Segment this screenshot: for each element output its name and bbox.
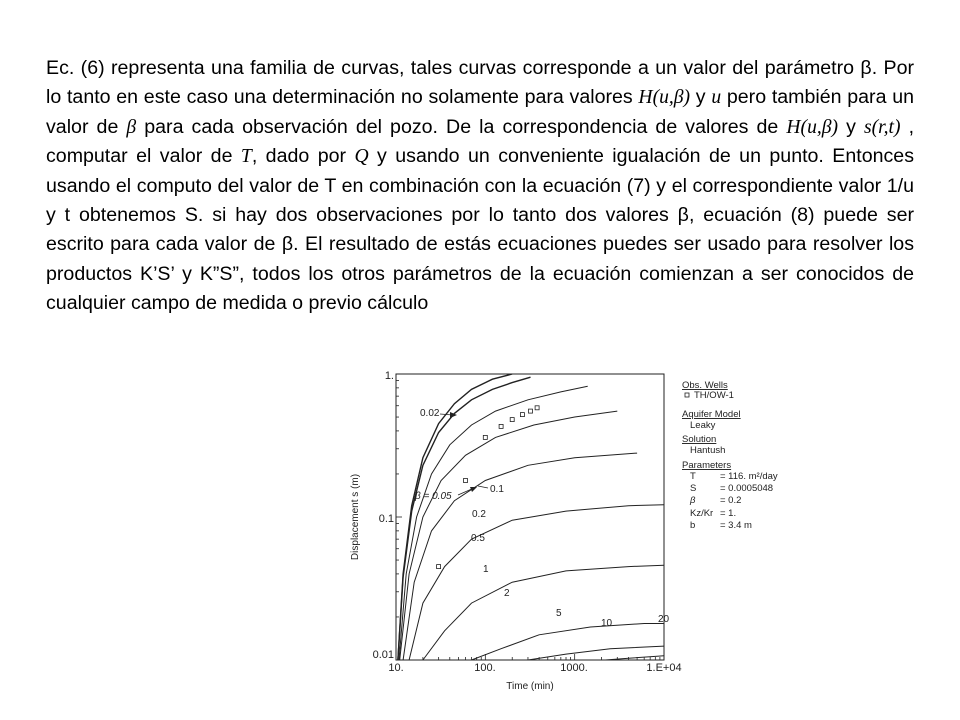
text-run: pero también para un valor de bbox=[46, 86, 914, 138]
type-curve-line bbox=[528, 646, 664, 660]
param-name: T bbox=[690, 471, 696, 482]
type-curve-line bbox=[400, 411, 618, 660]
legend-solution: Hantush bbox=[690, 445, 726, 456]
legend-params-title: Parameters bbox=[682, 460, 732, 471]
text-run: , computar el valor de bbox=[46, 115, 915, 168]
legend-solution-title: Solution bbox=[682, 434, 717, 445]
y-axis-label: Displacement s (m) bbox=[350, 473, 361, 561]
curve-label-5: 5 bbox=[556, 608, 562, 619]
param-value: = 0.2 bbox=[720, 495, 742, 506]
body-paragraph bbox=[46, 54, 914, 319]
math-u: u bbox=[711, 87, 722, 109]
param-value: = 116. m²/day bbox=[720, 471, 778, 482]
type-curve-chart bbox=[328, 360, 778, 700]
observation-point bbox=[520, 413, 524, 417]
y-tick-label: 1. bbox=[384, 370, 394, 382]
type-curve-line bbox=[398, 374, 512, 660]
param-name: β bbox=[690, 495, 696, 506]
type-curve-line bbox=[409, 505, 664, 660]
curve-label-1: 1 bbox=[483, 564, 489, 575]
math-h-u-beta: H(u,β) bbox=[638, 87, 691, 109]
text-run: y bbox=[690, 86, 712, 109]
param-name: Kz/Kr bbox=[690, 508, 714, 519]
curve-label-10: 10 bbox=[601, 618, 613, 629]
text-run: y bbox=[838, 115, 865, 138]
observation-point bbox=[464, 479, 468, 483]
legend-aquifer-title: Aquifer Model bbox=[682, 409, 741, 420]
param-name: S bbox=[690, 483, 697, 494]
text-run: para cada observación del pozo. De la correspondencia de valores de bbox=[136, 115, 787, 138]
curve-label-20: 20 bbox=[658, 614, 670, 625]
text-run: y usando un conveniente igualación de un punto. Entonces usando el computo del valor de T en combinación con la ecuación (7) y el correspondiente valor 1/u y t obtenemos S. si hay dos observaciones por lo tanto dos valores β, ecuación (8) puede ser escrito para cada valor de β. El resultado de estás ecuaciones puedes ser usado para resolver los productos K’S’ y K”S”, todos los otros parámetros de la ecuación comienzan a ser conocidos de cualquier campo de medida o previo cálculo bbox=[46, 145, 914, 315]
x-tick-label: 10. bbox=[388, 662, 404, 674]
type-curve-line bbox=[423, 565, 664, 660]
observation-point bbox=[483, 435, 487, 439]
observation-point bbox=[437, 565, 441, 569]
text-run: Ec. (6) representa una familia de curvas, tales curvas corresponde a un valor del parámetro β. Por lo tanto en este caso una determinación no solamente para valores bbox=[46, 57, 914, 109]
x-tick-label: 1000. bbox=[560, 662, 588, 674]
y-tick-label: 0.1 bbox=[378, 513, 394, 525]
curve-label-0-5: 0.5 bbox=[471, 533, 485, 544]
observation-point bbox=[529, 409, 533, 413]
math-beta: β bbox=[126, 116, 137, 138]
param-name: b bbox=[690, 520, 696, 531]
observation-point bbox=[499, 424, 503, 428]
param-value: = 3.4 m bbox=[720, 520, 752, 531]
type-curve-line bbox=[472, 624, 665, 661]
math-s-r-t: s(r,t) bbox=[864, 116, 901, 138]
x-tick-label: 1.E+04 bbox=[646, 662, 682, 674]
math-h-u-beta: H(u,β) bbox=[786, 116, 839, 138]
legend-aquifer: Leaky bbox=[690, 420, 716, 431]
text-run: , dado por bbox=[251, 145, 355, 168]
curve-label-0-1: 0.1 bbox=[490, 484, 504, 495]
math-q: Q bbox=[354, 146, 369, 168]
beta-label: β = 0.05 bbox=[415, 491, 452, 502]
obs-marker-icon bbox=[685, 393, 689, 397]
observation-point bbox=[510, 418, 514, 422]
legend-obs-well: TH/OW-1 bbox=[694, 390, 734, 401]
math-t: T bbox=[240, 146, 252, 168]
curve-label-0-02: 0.02 bbox=[420, 408, 440, 419]
legend bbox=[682, 380, 778, 531]
curve-label-2: 2 bbox=[504, 588, 510, 599]
y-tick-label: 0.01 bbox=[372, 649, 394, 661]
type-curve-figure bbox=[328, 360, 778, 700]
beta-arrowhead bbox=[470, 487, 477, 492]
curve-label-0-2: 0.2 bbox=[472, 509, 486, 520]
legend-obs-wells-title: Obs. Wells bbox=[682, 380, 728, 391]
param-value: = 1. bbox=[720, 508, 737, 519]
x-tick-label: 100. bbox=[474, 662, 496, 674]
observation-point bbox=[535, 406, 539, 410]
x-axis-label: Time (min) bbox=[506, 681, 554, 692]
param-value: = 0.0005048 bbox=[720, 483, 774, 494]
leader-line-0-1 bbox=[478, 486, 488, 488]
